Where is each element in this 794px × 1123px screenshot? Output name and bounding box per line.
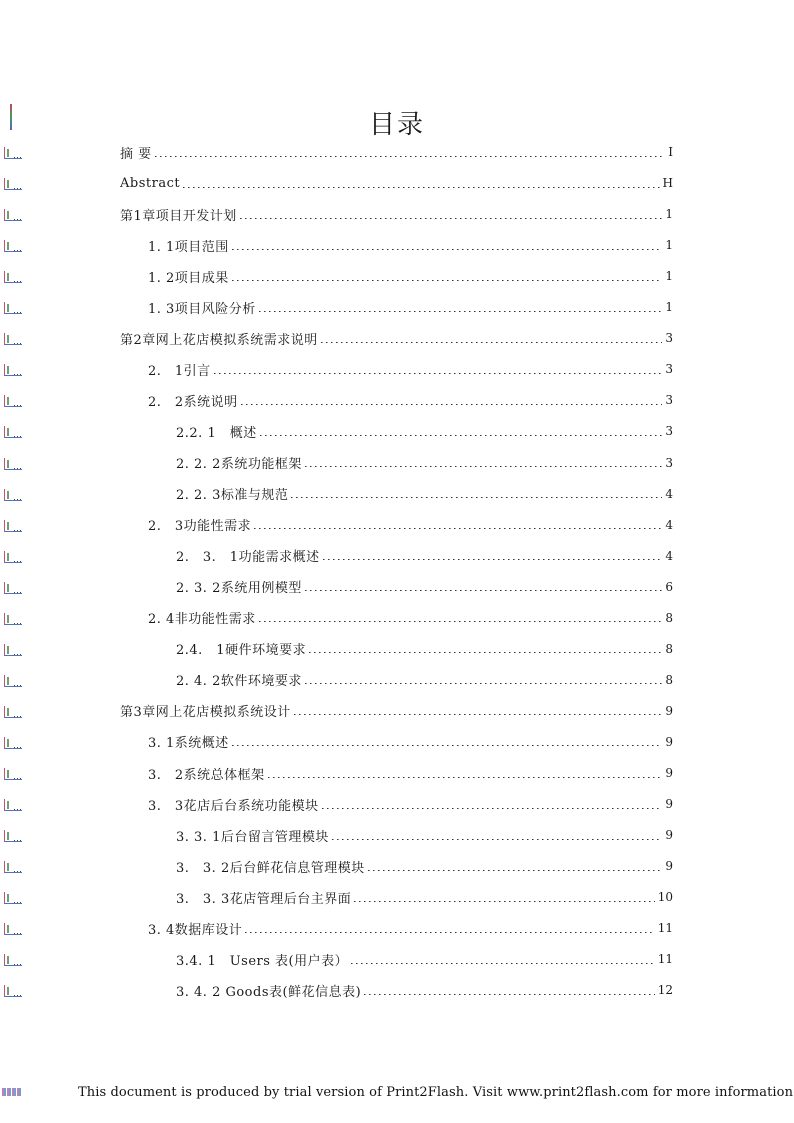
toc-entry-line — [148, 389, 673, 411]
toc-entry-page-number: 1 — [665, 300, 673, 315]
toc-entry-label: 3. 4数据库设计 — [148, 922, 243, 938]
toc-entry[interactable] — [0, 979, 794, 1001]
toc-entry-label: 2. 4. 2软件环境要求 — [176, 674, 302, 690]
toc-entry-label: 2. 3. 2系统用例模型 — [176, 581, 302, 597]
bookmark-marker-icon — [4, 147, 22, 159]
toc-entry[interactable] — [0, 824, 794, 846]
toc-entry[interactable] — [0, 172, 794, 194]
toc-entry-line — [176, 979, 673, 1001]
toc-entry-page-number: 9 — [665, 703, 673, 718]
toc-entry[interactable] — [0, 917, 794, 939]
toc-entry-line — [176, 576, 673, 598]
bookmark-marker-icon — [4, 489, 22, 501]
toc-entry[interactable] — [0, 700, 794, 722]
toc-entry-page-number: 3 — [665, 424, 673, 439]
toc-entry-line — [120, 327, 673, 349]
toc-entry[interactable] — [0, 296, 794, 318]
bookmark-marker-icon — [4, 240, 22, 252]
dot-leader — [254, 528, 662, 529]
toc-entry-line — [120, 141, 673, 163]
toc-entry[interactable] — [0, 420, 794, 442]
toc-entry-label: 2. 4非功能性需求 — [148, 612, 256, 628]
toc-entry-label: 3. 3花店后台系统功能模块 — [148, 798, 319, 814]
toc-entry[interactable] — [0, 234, 794, 256]
dot-leader — [305, 590, 662, 591]
toc-entry-page-number: 3 — [665, 331, 673, 346]
bookmark-marker-icon — [4, 861, 22, 873]
toc-entry-line — [148, 793, 673, 815]
bookmark-marker-icon — [4, 954, 22, 966]
bookmark-marker-icon — [4, 737, 22, 749]
toc-entry-line — [148, 358, 673, 380]
bookmark-marker-icon — [4, 613, 22, 625]
toc-entry-line — [148, 296, 673, 318]
toc-entry-line — [176, 855, 673, 877]
toc-entry-label: 2. 3. 1功能需求概述 — [176, 550, 320, 566]
toc-entry-page-number: 1 — [665, 269, 673, 284]
toc-entry[interactable] — [0, 483, 794, 505]
toc-entry[interactable] — [0, 358, 794, 380]
toc-entry-line — [148, 514, 673, 536]
toc-entry[interactable] — [0, 203, 794, 225]
bookmark-marker-icon — [4, 675, 22, 687]
toc-entry-line — [176, 948, 673, 970]
dot-leader — [259, 621, 662, 622]
toc-entry-label: 2.2. 1 概述 — [176, 425, 257, 441]
dot-leader — [241, 404, 662, 405]
toc-entry-label: 2. 2系统说明 — [148, 394, 238, 410]
toc-entry-page-number: 12 — [657, 983, 673, 998]
toc-entry-label: 2. 3功能性需求 — [148, 519, 252, 535]
dot-leader — [259, 311, 662, 312]
toc-entry[interactable] — [0, 607, 794, 629]
dot-leader — [245, 932, 654, 933]
bookmark-marker-icon — [4, 209, 22, 221]
toc-entry[interactable] — [0, 452, 794, 474]
bookmark-marker-icon — [4, 364, 22, 376]
toc-entry-line — [120, 203, 673, 225]
toc-entry-line — [120, 700, 673, 722]
toc-entry-label: 第1章项目开发计划 — [120, 208, 237, 224]
toc-entry-line — [148, 731, 673, 753]
toc-entry-label: 3. 3. 3花店管理后台主界面 — [176, 891, 352, 907]
dot-leader — [332, 839, 662, 840]
toc-entry-page-number: 3 — [665, 362, 673, 377]
toc-entry-label: 2.4. 1硬件环境要求 — [176, 643, 307, 659]
toc-entry-page-number: 4 — [665, 548, 673, 563]
toc-entry[interactable] — [0, 886, 794, 908]
toc-entry-page-number: 9 — [665, 766, 673, 780]
bookmark-marker-icon — [4, 892, 22, 904]
dot-leader — [364, 994, 655, 995]
toc-entry-line — [148, 762, 673, 784]
toc-entry-label: 第2章网上花店模拟系统需求说明 — [120, 332, 318, 348]
toc-entry-page-number: 4 — [665, 486, 673, 501]
bookmark-marker-icon — [4, 458, 22, 470]
toc-entry-label: 3. 3. 1后台留言管理模块 — [176, 829, 329, 845]
dot-leader — [368, 870, 662, 871]
toc-entry-page-number: I — [668, 145, 673, 159]
toc-entry-label: 2. 1引言 — [148, 363, 211, 379]
toc-entry[interactable] — [0, 638, 794, 660]
toc-entry-line — [176, 638, 673, 660]
toc-entry-page-number: 3 — [665, 393, 673, 408]
toc-entry-label: 1. 3项目风险分析 — [148, 301, 256, 317]
toc-entry-page-number: 11 — [657, 921, 673, 936]
toc-entry[interactable] — [0, 545, 794, 567]
dot-leader — [183, 187, 659, 188]
toc-entry-page-number: 9 — [665, 734, 673, 749]
bookmark-marker-icon — [4, 520, 22, 532]
toc-entry-line — [148, 265, 673, 287]
toc-entry-label: 3. 2系统总体框架 — [148, 767, 265, 783]
dot-leader — [323, 559, 662, 560]
bookmark-marker-icon — [4, 582, 22, 594]
dot-leader — [309, 652, 662, 653]
bookmark-marker-icon — [4, 768, 22, 780]
bookmark-marker-icon — [4, 985, 22, 997]
toc-entry-page-number: 8 — [665, 672, 673, 687]
toc-entry-page-number: 9 — [665, 797, 673, 812]
bookmark-marker-icon — [4, 830, 22, 842]
dot-leader — [354, 901, 655, 902]
bookmark-marker-icon — [4, 551, 22, 563]
bookmark-marker-icon — [4, 644, 22, 656]
dot-leader — [322, 808, 662, 809]
toc-entry[interactable] — [0, 948, 794, 970]
toc-entry-line — [176, 452, 673, 474]
toc-entry[interactable] — [0, 762, 794, 784]
toc-entry[interactable] — [0, 855, 794, 877]
dot-leader — [321, 342, 662, 343]
toc-entry-line — [176, 420, 673, 442]
toc-entry[interactable] — [0, 327, 794, 349]
toc-entry-page-number: 8 — [665, 610, 673, 625]
toc-entry[interactable] — [0, 793, 794, 815]
toc-entry-label: 2. 2. 3标准与规范 — [176, 488, 289, 504]
toc-entry-page-number: 9 — [665, 859, 673, 874]
toc-entry-page-number: 4 — [665, 517, 673, 532]
toc-entry-label: 1. 2项目成果 — [148, 270, 229, 286]
toc-entry[interactable] — [0, 141, 794, 163]
toc-entry[interactable] — [0, 389, 794, 411]
toc-entry-line — [176, 483, 673, 505]
toc-entry-label: Abstract — [120, 175, 181, 191]
dot-leader — [214, 373, 662, 374]
toc-entry-line — [176, 824, 673, 846]
bookmark-marker-icon — [4, 706, 22, 718]
bookmark-marker-icon — [4, 799, 22, 811]
toc-entry-line — [120, 172, 673, 194]
toc-entry-page-number: 3 — [665, 455, 673, 470]
dot-leader — [351, 963, 655, 964]
toc-entry-page-number: 6 — [665, 579, 673, 594]
trial-watermark-footer: This document is produced by trial version of Print2Flash. Visit www.print2flash.com for more information — [78, 1085, 794, 1100]
toc-entry-line — [148, 607, 673, 629]
toc-entry-label: 3. 1系统概述 — [148, 736, 229, 752]
toc-entry[interactable] — [0, 731, 794, 753]
toc-entry[interactable] — [0, 576, 794, 598]
dot-leader — [294, 714, 662, 715]
bookmark-marker-icon — [4, 333, 22, 345]
dot-leader — [232, 745, 662, 746]
dot-leader — [240, 218, 662, 219]
toc-entry-line — [176, 886, 673, 908]
toc-entry-label: 3. 4. 2 Goods表(鲜花信息表) — [176, 984, 362, 1000]
dot-leader — [305, 466, 662, 467]
toc-entry-page-number: 9 — [665, 828, 673, 843]
toc-entry-page-number: 10 — [657, 890, 673, 905]
bookmark-marker-icon — [4, 395, 22, 407]
toc-entry-page-number: H — [662, 176, 673, 191]
dot-leader — [260, 435, 662, 436]
toc-entry-label: 2. 2. 2系统功能框架 — [176, 457, 302, 472]
toc-entry-label: 第3章网上花店模拟系统设计 — [120, 705, 291, 721]
dot-leader — [155, 156, 662, 157]
dot-leader — [268, 777, 662, 778]
toc-entry[interactable] — [0, 265, 794, 287]
dot-leader — [305, 683, 662, 684]
toc-entry-line — [148, 917, 673, 939]
toc-entry-line — [176, 545, 673, 567]
toc-entry-label: 1. 1项目范围 — [148, 239, 229, 255]
page-title: 目录 — [368, 110, 425, 140]
toc-entry-label: 3.4. 1 Users 表(用户表） — [176, 953, 349, 969]
toc-entry-label: 3. 3. 2后台鲜花信息管理模块 — [176, 860, 365, 876]
dot-leader — [232, 280, 662, 281]
toc-entry-label: 摘 要 — [120, 146, 152, 162]
dot-leader — [232, 249, 662, 250]
dot-leader — [291, 497, 662, 498]
toc-entry-page-number: 8 — [665, 641, 673, 656]
toc-entry[interactable] — [0, 514, 794, 536]
bookmark-marker-icon — [4, 178, 22, 190]
print2flash-logo-icon — [2, 1088, 22, 1096]
toc-entry[interactable] — [0, 669, 794, 691]
bookmark-marker-icon — [4, 271, 22, 283]
toc-entry-page-number: 1 — [665, 238, 673, 253]
toc-entry-line — [176, 669, 673, 691]
toc-entry-page-number: 1 — [665, 207, 673, 222]
bookmark-marker-icon — [4, 302, 22, 314]
bookmark-marker-icon — [4, 426, 22, 438]
toc-entry-page-number: 11 — [657, 952, 673, 967]
toc-entry-line — [148, 234, 673, 256]
bookmark-marker-icon — [4, 923, 22, 935]
